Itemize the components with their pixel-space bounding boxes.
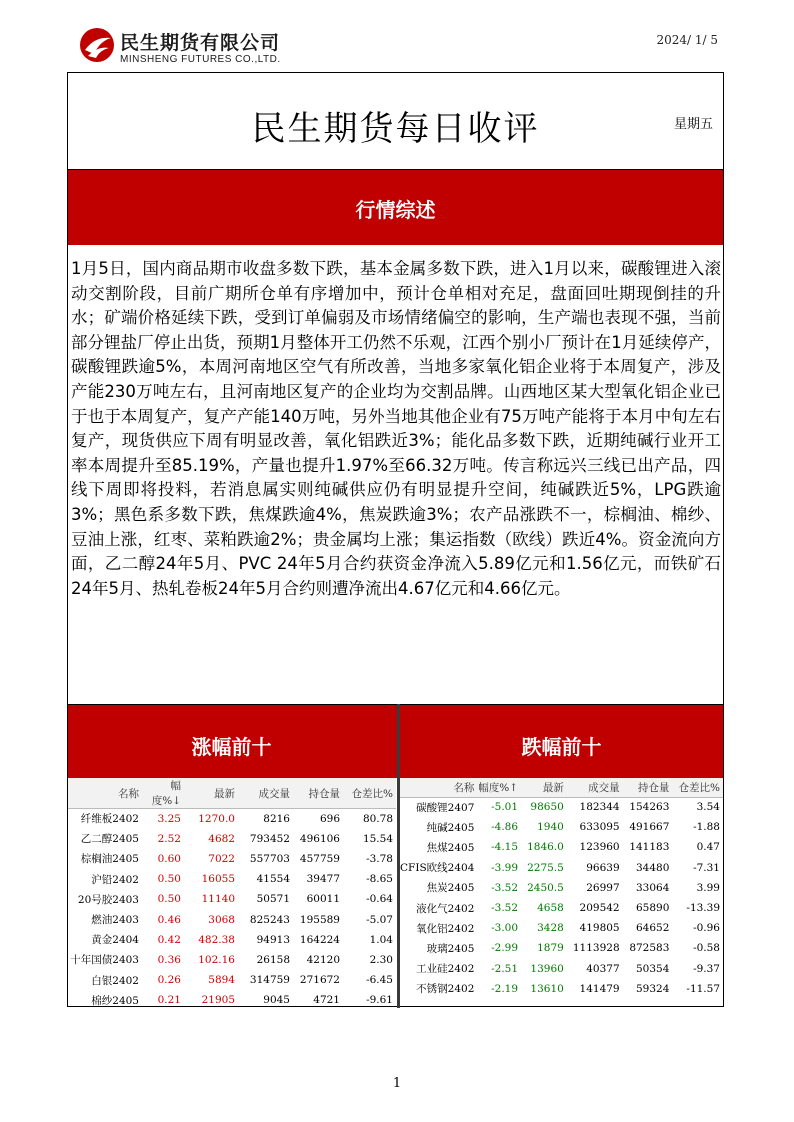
- last-price: 16055: [201, 873, 235, 886]
- table-row[interactable]: [400, 858, 723, 878]
- open-interest: 39477: [306, 873, 340, 886]
- open-interest: 34480: [636, 861, 670, 874]
- change-pct: -5.01: [477, 797, 521, 817]
- gainers-title: 涨幅前十: [191, 735, 272, 759]
- open-interest: 195589: [299, 913, 340, 926]
- oi-change-pct: -9.37: [672, 959, 723, 979]
- last-price: 4682: [208, 832, 235, 845]
- report-date: 2024/ 1/ 5: [656, 33, 718, 47]
- page-number: 1: [392, 1076, 402, 1091]
- contract-name: 氧化铝2402: [400, 918, 477, 938]
- overview-banner: [68, 169, 723, 245]
- contract-name: 棕榈油2405: [68, 849, 142, 869]
- change-pct: -4.86: [491, 821, 519, 834]
- contract-name: 纯碱2405: [426, 821, 475, 834]
- contract-name: CFIS欧线2404: [400, 862, 475, 875]
- oi-change-pct: -0.58: [693, 942, 720, 955]
- col-open-interest: 持仓量: [623, 778, 673, 797]
- change-pct: -2.99: [491, 942, 519, 955]
- last-price: 2275.5: [527, 861, 564, 874]
- volume: 633095: [579, 821, 620, 834]
- last-price: 11140: [184, 889, 238, 909]
- col-last: 最新: [184, 778, 238, 809]
- oi-change-pct: -0.64: [343, 889, 396, 909]
- last-price: 7022: [184, 849, 238, 869]
- change-pct: 2.52: [157, 832, 181, 845]
- open-interest: 271672: [293, 970, 343, 990]
- table-row[interactable]: [400, 938, 723, 958]
- last-price: 482.38: [184, 930, 238, 950]
- contract-name: 不锈钢2402: [416, 983, 475, 996]
- table-row[interactable]: [68, 829, 396, 849]
- last-price: 5894: [184, 970, 238, 990]
- last-price: 4658: [537, 902, 564, 915]
- col-volume: 成交量: [567, 778, 623, 797]
- contract-name: 液化气2402: [416, 902, 475, 915]
- volume: 8216: [238, 809, 293, 829]
- contract-name: 乙二醇2405: [80, 833, 139, 846]
- table-row[interactable]: [68, 970, 396, 990]
- table-row[interactable]: [68, 849, 396, 869]
- change-pct: 0.46: [157, 913, 181, 926]
- col-volume: 成交量: [238, 778, 293, 809]
- oi-change-pct: -1.88: [693, 821, 720, 834]
- change-pct: -2.51: [477, 959, 521, 979]
- oi-change-pct: 1.04: [343, 930, 396, 950]
- open-interest: 33064: [623, 878, 673, 898]
- title-box: [68, 73, 723, 169]
- oi-change-pct: 3.54: [672, 797, 723, 817]
- col-oi-change: 仓差比%: [672, 778, 723, 797]
- volume: 9045: [263, 994, 290, 1007]
- last-price: 98650: [521, 797, 567, 817]
- open-interest: 696: [293, 809, 343, 829]
- oi-change-pct: -6.45: [343, 970, 396, 990]
- last-price: 1846.0: [521, 837, 567, 857]
- open-interest: 491667: [629, 821, 670, 834]
- table-row[interactable]: [68, 950, 396, 970]
- contract-name: 十年国债2403: [70, 954, 139, 967]
- volume: 141479: [579, 982, 620, 995]
- open-interest: 42120: [306, 953, 340, 966]
- contract-name: 工业硅2402: [400, 959, 477, 979]
- open-interest: 59324: [636, 982, 670, 995]
- oi-change-pct: -3.78: [343, 849, 396, 869]
- change-pct: -3.52: [477, 878, 521, 898]
- contract-name: 棉纱2405: [91, 994, 139, 1007]
- open-interest: 164224: [293, 930, 343, 950]
- open-interest: 60011: [293, 889, 343, 909]
- rankings-banner: [68, 704, 723, 778]
- contract-name: 焦煤2405: [400, 837, 477, 857]
- table-row[interactable]: [400, 797, 723, 817]
- oi-change-pct: 80.78: [343, 809, 396, 829]
- market-summary-text: 1月5日，国内商品期市收盘多数下跌，基本金属多数下跌，进入1月以来，碳酸锂进入滚动交割阶段，目前广期所仓单有序增加中，预计仓单相对充足，盘面回吐期现倒挂的升水；矿端价格延续下跌，受到订单偏弱及市场情绪偏空的影响，生产端也表现不强，当前部分锂盐厂停止出货，预期1月整体开工仍然不乐观，江西个别小厂预计在1月延续停产，碳酸锂跌逾5%，本周河南地区空气有所改善，当地多家氧化铝企业将于本周复产，涉及产能230万吨左右，且河南地区复产的企业均为交割品牌。山西地区某大型氧化铝企业已于也于本周复产，复产产能140万吨，另外当地其他企业有75万吨产能将于本月中旬左右复产，现货供应下周有明显改善，氧化铝跌近3%；能化品多数下跌，近期纯碱行业开工率本周提升至85.19%，产量也提升1.97%至66.32万吨。传言称远兴三线已出产品，四线下周即将投料，若消息属实则纯碱供应仍有明显提升空间，纯碱跌近5%，LPG跌逾3%；黑色系多数下跌，焦煤跌逾4%，焦炭跌逾3%；农产品涨跌不一，棕榈油、棉纱、豆油上涨，红枣、菜粕跌逾2%；贵金属均上涨；集运指数（欧线）跌近4%。资金流向方面，乙二醇24年5月、PVC 24年5月合约获资金净流入5.89亿元和1.56亿元，而铁矿石24年5月、热轧卷板24年5月合约则遭净流出4.67亿元和4.66亿元。: [71, 259, 721, 598]
- col-oi-change: 仓差比%: [343, 778, 396, 809]
- oi-change-pct: 3.99: [672, 878, 723, 898]
- volume: 419805: [567, 918, 623, 938]
- volume: 123960: [567, 837, 623, 857]
- change-pct: 0.50: [142, 889, 184, 909]
- open-interest: 141183: [623, 837, 673, 857]
- oi-change-pct: -0.96: [672, 918, 723, 938]
- company-name-en: MINSHENG FUTURES CO.,LTD.: [120, 54, 281, 65]
- contract-name: 20号胶2403: [68, 889, 142, 909]
- contract-name: 沪铅2402: [91, 873, 139, 886]
- page-header: [0, 0, 794, 72]
- oi-change-pct: 15.54: [362, 832, 393, 845]
- open-interest: 64652: [623, 918, 673, 938]
- table-row[interactable]: [400, 898, 723, 918]
- gainers-table: [68, 778, 396, 1010]
- table-row[interactable]: [400, 959, 723, 979]
- change-pct: -3.52: [491, 902, 519, 915]
- change-pct: 0.26: [142, 970, 184, 990]
- losers-table: [400, 778, 723, 999]
- change-pct: 0.60: [142, 849, 184, 869]
- volume: 40377: [567, 959, 623, 979]
- volume: 94913: [238, 930, 293, 950]
- volume: 209542: [579, 902, 620, 915]
- last-price: 102.16: [198, 953, 235, 966]
- table-row[interactable]: [68, 990, 396, 1010]
- contract-name: 碳酸锂2407: [400, 797, 477, 817]
- oi-change-pct: 0.47: [672, 837, 723, 857]
- open-interest: 872583: [629, 942, 670, 955]
- last-price: 21905: [201, 994, 235, 1007]
- volume: 1113928: [572, 942, 620, 955]
- last-price: 2450.5: [521, 878, 567, 898]
- table-row[interactable]: [68, 930, 396, 950]
- table-row[interactable]: [400, 837, 723, 857]
- gainers-body: [68, 809, 396, 1011]
- contract-name: 纤维板2402: [68, 809, 142, 829]
- report-weekday: 星期五: [673, 117, 713, 132]
- table-row[interactable]: [68, 809, 396, 829]
- open-interest: 4721: [313, 994, 340, 1007]
- last-price: 3428: [521, 918, 567, 938]
- col-last: 最新: [521, 778, 567, 797]
- volume: 50571: [238, 889, 293, 909]
- volume: 314759: [238, 970, 293, 990]
- last-price: 13610: [530, 982, 564, 995]
- col-name: 名称: [68, 778, 142, 809]
- table-row[interactable]: [400, 918, 723, 938]
- open-interest: 50354: [623, 959, 673, 979]
- col-change[interactable]: 幅度%↓: [142, 778, 184, 809]
- oi-change-pct: 2.30: [369, 953, 393, 966]
- open-interest: 496106: [299, 832, 340, 845]
- volume: 41554: [256, 873, 290, 886]
- col-name: 名称: [400, 778, 477, 797]
- last-price: 1270.0: [184, 809, 238, 829]
- gainers-header-row: [68, 778, 396, 809]
- contract-name: 玻璃2405: [426, 942, 475, 955]
- last-price: 3068: [208, 913, 235, 926]
- table-row[interactable]: [400, 817, 723, 837]
- change-pct: -3.99: [491, 861, 519, 874]
- open-interest: 65890: [636, 902, 670, 915]
- minsheng-logo-icon: [78, 26, 116, 64]
- table-row[interactable]: [400, 878, 723, 898]
- overview-title: 行情综述: [355, 198, 436, 222]
- losers-header-row: [400, 778, 723, 797]
- volume: 793452: [249, 832, 290, 845]
- report-frame: [67, 72, 724, 1007]
- col-open-interest: 持仓量: [293, 778, 343, 809]
- last-price: 13960: [521, 959, 567, 979]
- table-row[interactable]: [68, 869, 396, 889]
- contract-name: 黄金2404: [68, 930, 142, 950]
- oi-change-pct: -9.61: [366, 994, 393, 1007]
- losers-title: 跌幅前十: [521, 735, 602, 759]
- oi-change-pct: -11.57: [686, 982, 720, 995]
- contract-name: 白银2402: [68, 970, 142, 990]
- table-row[interactable]: [68, 889, 396, 909]
- volume: 26158: [256, 953, 290, 966]
- volume: 26997: [567, 878, 623, 898]
- volume: 825243: [249, 913, 290, 926]
- change-pct: 0.21: [157, 994, 181, 1007]
- contract-name: 焦炭2405: [400, 878, 477, 898]
- oi-change-pct: -13.39: [686, 902, 720, 915]
- losers-body: [400, 797, 723, 999]
- oi-change-pct: -8.65: [366, 873, 393, 886]
- oi-change-pct: -5.07: [366, 913, 393, 926]
- last-price: 1879: [537, 942, 564, 955]
- change-pct: 0.50: [157, 873, 181, 886]
- company-logo: [78, 26, 318, 72]
- open-interest: 154263: [623, 797, 673, 817]
- contract-name: 燃油2403: [91, 914, 139, 927]
- change-pct: -3.00: [477, 918, 521, 938]
- change-pct: 0.42: [142, 930, 184, 950]
- table-row[interactable]: [68, 909, 396, 929]
- open-interest: 457759: [293, 849, 343, 869]
- volume: 96639: [586, 861, 620, 874]
- change-pct: 0.36: [157, 953, 181, 966]
- change-pct: -2.19: [491, 982, 519, 995]
- col-change[interactable]: 幅度%↑: [477, 778, 521, 797]
- table-row[interactable]: [400, 979, 723, 999]
- change-pct: 3.25: [142, 809, 184, 829]
- report-title: 民生期货每日收评: [251, 109, 540, 149]
- company-name-cn: 民生期货有限公司: [120, 32, 281, 54]
- last-price: 1940: [537, 821, 564, 834]
- volume: 557703: [238, 849, 293, 869]
- oi-change-pct: -7.31: [693, 861, 720, 874]
- volume: 182344: [567, 797, 623, 817]
- change-pct: -4.15: [477, 837, 521, 857]
